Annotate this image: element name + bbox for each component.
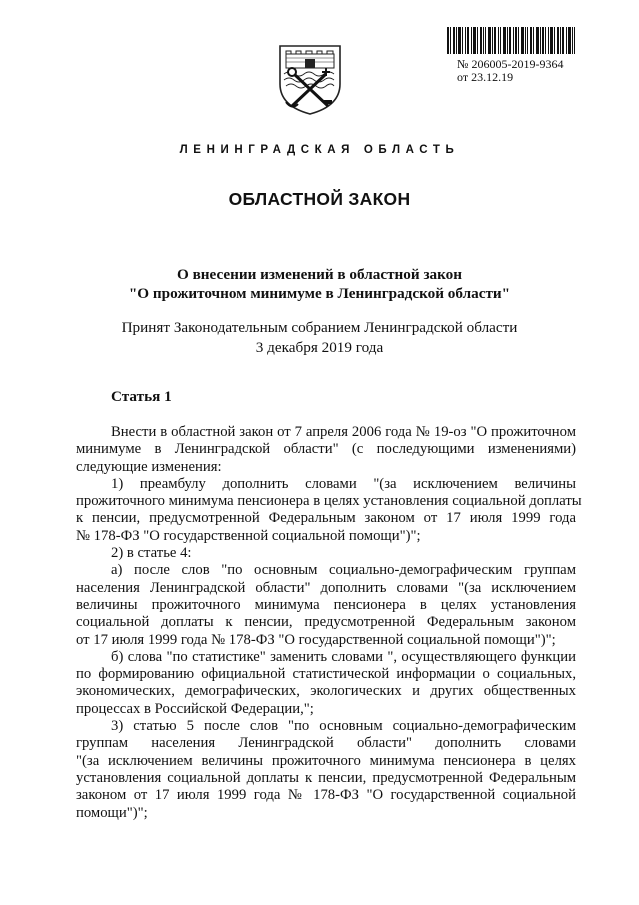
body-line: прожиточного минимума пенсионера в целях установления социальной доплаты [76, 493, 582, 510]
body-line: "(за исключением величины прожиточного минимума пенсионера в целях [76, 752, 576, 769]
body-line: 2) в статье 4: [111, 545, 192, 562]
body-line: по формированию официальной статистической информации о социальных, [76, 666, 576, 683]
body-line: установления социальной доплаты к пенсии, предусмотренной Федеральным [76, 769, 576, 786]
body-line: от 17 июля 1999 года № 178-ФЗ "О государственной социальной помощи")"; [76, 631, 556, 648]
body-line: а) после слов "по основным социально-демографическим группам [111, 562, 576, 579]
body-line: к пенсии, предусмотренной Федеральным законом от 17 июля 1999 года [76, 510, 576, 527]
body-line: 1) преамбулу дополнить словами "(за исключением величины [111, 475, 576, 492]
body-line: населения Ленинградской области" дополнить словами "(за исключением [76, 579, 576, 596]
body-line: законом от 17 июля 1999 года № 178-ФЗ "О государственной социальной [76, 787, 576, 804]
law-title-line: "О прожиточном минимуме в Ленинградской области" [128, 285, 511, 302]
body-line: процессах в Российской Федерации,"; [76, 700, 314, 717]
body-line: величины прожиточного минимума пенсионера в целях установления [76, 596, 576, 613]
law-title-line: О внесении изменений в областной закон [176, 266, 463, 283]
body-line: 3) статью 5 после слов "по основным социально-демографическим [111, 718, 576, 735]
body-line: социальной доплаты к пенсии, предусмотренной Федеральным законом [76, 614, 576, 631]
body-line: б) слова "по статистике" заменить словами ", осуществляющего функции [111, 648, 576, 665]
body-line: помощи")"; [76, 804, 148, 821]
body-line: экономических, демографических, экологических и других общественных [76, 683, 576, 700]
article-body [76, 424, 582, 822]
adoption-note [0, 318, 639, 358]
registration-date: от 23.12.19 [457, 70, 514, 84]
adoption-date: 3 декабря 2019 года [255, 339, 384, 356]
document-type-heading: ОБЛАСТНОЙ ЗАКОН [228, 189, 411, 209]
leningrad-oblast-coat-of-arms-icon [278, 44, 342, 116]
law-title [0, 265, 639, 303]
adoption-note-line: Принят Законодательным собранием Ленинградской области [121, 319, 518, 336]
registration-number: № 206005-2019-9364 [457, 57, 564, 71]
article-heading: Статья 1 [111, 388, 172, 405]
body-line: № 178-ФЗ "О государственной социальной помощи")"; [76, 527, 421, 544]
body-line: минимуме в Ленинградской области" (с последующими изменениями) [76, 441, 576, 458]
region-name: ЛЕНИНГРАДСКАЯ ОБЛАСТЬ [179, 144, 460, 156]
body-line: группам населения Ленинградской области" дополнить словами [76, 735, 576, 752]
barcode-icon [447, 27, 575, 54]
body-line: Внести в областной закон от 7 апреля 2006 года № 19-оз "О прожиточном [111, 424, 576, 440]
body-line: следующие изменения: [76, 458, 222, 475]
